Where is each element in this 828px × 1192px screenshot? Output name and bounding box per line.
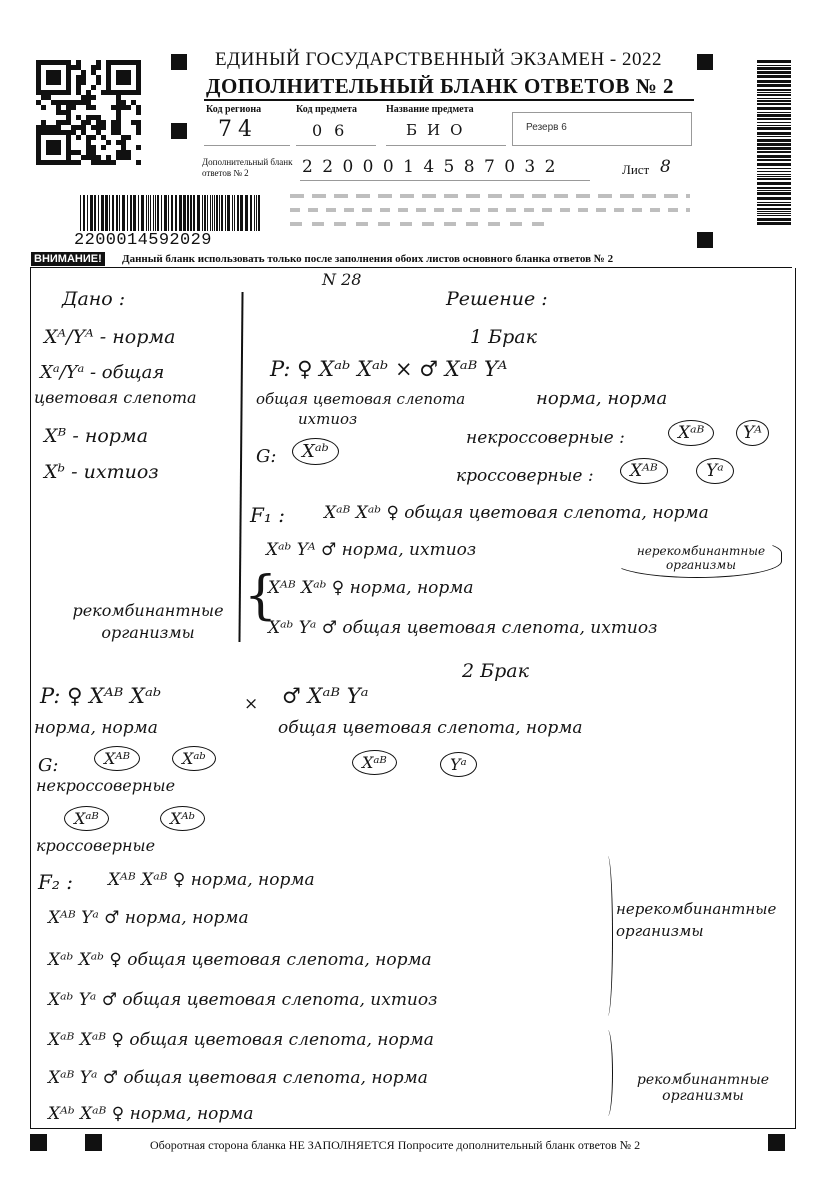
marriage1-crossover-label: кроссоверные : <box>456 466 594 486</box>
marriage1-gametes-label: G: <box>256 446 277 467</box>
gamete-circle: Xᴬᴮ <box>620 458 668 484</box>
f1-offspring: Xᵃᵇ Yᴬ ♂ норма, ихтиоз <box>266 540 477 560</box>
form-number-value: 2 2 0 0 0 1 4 5 8 7 0 3 2 <box>302 157 558 177</box>
registration-mark <box>697 232 713 248</box>
subject-code-value: 06 <box>312 121 357 140</box>
region-value: 74 <box>218 117 258 142</box>
registration-mark <box>171 54 187 70</box>
gamete-circle: Xᴬᵇ <box>160 806 205 831</box>
barcode-number: 2200014592029 <box>74 231 212 250</box>
gamete-circle: Xᵃᵇ <box>172 746 216 771</box>
f1-label: F₁ : <box>250 503 285 527</box>
given-line: Xᵇ - ихтиоз <box>44 461 159 483</box>
marriage1-female-phenotype: общая цветовая слепота <box>256 390 466 408</box>
f2-offspring: Xᵃᴮ Yᵃ ♂ общая цветовая слепота, норма <box>48 1068 428 1088</box>
marriage2-gametes-label: G: <box>38 755 59 776</box>
sheet-value: 8 <box>660 157 671 177</box>
gamete-circle: Yᵃ <box>696 458 734 484</box>
warning-text: Данный бланк использовать только после заполнения обоих листов основного бланка ответов № 2 <box>122 253 614 265</box>
form-title: ДОПОЛНИТЕЛЬНЫЙ БЛАНК ОТВЕТОВ № 2 <box>206 74 675 98</box>
f2-offspring: Xᴬᵇ Xᵃᴮ ♀ норма, норма <box>48 1104 254 1124</box>
reserve-field: Резерв 6 <box>526 122 567 133</box>
marriage2-female-phenotype: норма, норма <box>34 718 158 738</box>
participant-info-blurred <box>290 192 690 240</box>
registration-mark <box>768 1134 785 1151</box>
marriage2-parents-male: ♂ Xᵃᴮ Yᵃ <box>282 684 369 708</box>
f1-offspring: Xᴬᴮ Xᵃᵇ ♀ норма, норма <box>268 578 474 598</box>
gamete-circle: Yᵃ <box>440 752 477 777</box>
f1-offspring: Xᵃᴮ Xᵃᵇ ♀ общая цветовая слепота, норма <box>324 503 709 523</box>
title-underline <box>204 99 694 101</box>
marriage1-title: 1 Брак <box>470 326 537 348</box>
marriage2-cross-sign: × <box>244 694 259 714</box>
registration-mark <box>171 123 187 139</box>
subject-name-label: Название предмета <box>386 104 474 115</box>
qr-code <box>36 60 141 165</box>
warning-tag: ВНИМАНИЕ! <box>31 252 105 266</box>
f1-recombinant-label: рекомбинантные организмы <box>72 601 224 642</box>
task-number: N 28 <box>322 270 362 289</box>
given-title: Дано : <box>62 288 126 310</box>
f2-nonrecombinant-brace <box>600 856 613 1016</box>
f2-offspring: Xᴬᴮ Yᵃ ♂ норма, норма <box>48 908 249 928</box>
given-line: цветовая слепота <box>34 388 197 407</box>
subject-code-label: Код предмета <box>296 104 357 115</box>
f2-offspring: Xᵃᴮ Xᵃᴮ ♀ общая цветовая слепота, норма <box>48 1030 434 1050</box>
f1-nonrecombinant-label: нерекомбинантные организмы <box>636 544 766 572</box>
marriage2-noncrossover-label: некроссоверные <box>36 776 176 795</box>
f2-label: F₂ : <box>38 870 73 894</box>
gamete-circle: Yᴬ <box>736 420 769 446</box>
given-line: Xᴬ/Yᴬ - норма <box>44 326 176 348</box>
f1-offspring: Xᵃᵇ Yᵃ ♂ общая цветовая слепота, ихтиоз <box>268 618 658 638</box>
f2-offspring: Xᵃᵇ Xᵃᵇ ♀ общая цветовая слепота, норма <box>48 950 432 970</box>
marriage2-crossover-label: кроссоверные <box>36 836 156 855</box>
solution-title: Решение : <box>446 288 548 310</box>
f2-recombinant-brace <box>600 1030 613 1116</box>
marriage1-male-phenotype: норма, норма <box>536 388 668 409</box>
vertical-barcode <box>757 60 791 228</box>
f2-recombinant-label: рекомбинантные организмы <box>636 1072 770 1104</box>
gamete-circle: Xᵃᴮ <box>668 420 714 446</box>
given-line: Xᵃ/Yᵃ - общая <box>40 362 165 383</box>
gamete-circle: Xᵃᴮ <box>64 806 109 831</box>
marriage1-noncrossover-label: некроссоверные : <box>466 428 625 448</box>
gamete-circle: Xᵃᴮ <box>352 750 397 775</box>
marriage2-male-phenotype: общая цветовая слепота, норма <box>278 718 583 738</box>
form-number-label: Дополнительный бланк ответов № 2 <box>202 157 293 178</box>
marriage1-parents: P: ♀ Xᵃᵇ Xᵃᵇ × ♂ Xᵃᴮ Yᴬ <box>270 357 508 381</box>
sheet-label: Лист <box>622 162 650 177</box>
f1-brace: { <box>244 566 278 626</box>
gamete-circle: Xᵃᵇ <box>292 438 339 465</box>
marriage1-female-phenotype-2: ихтиоз <box>298 410 358 428</box>
barcode <box>80 195 262 231</box>
exam-title: ЕДИНЫЙ ГОСУДАРСТВЕННЫЙ ЭКЗАМЕН - 2022 <box>215 49 662 70</box>
f2-offspring: Xᵃᵇ Yᵃ ♂ общая цветовая слепота, ихтиоз <box>48 990 438 1010</box>
f2-offspring: Xᴬᴮ Xᵃᴮ ♀ норма, норма <box>108 870 315 890</box>
registration-mark <box>697 54 713 70</box>
registration-mark <box>30 1134 47 1151</box>
marriage2-title: 2 Брак <box>462 660 529 682</box>
footer-note: Оборотная сторона бланка НЕ ЗАПОЛНЯЕТСЯ Попросите дополнительный бланк ответов № 2 <box>150 1138 641 1152</box>
region-label: Код региона <box>206 104 262 115</box>
f2-nonrecombinant-label: нерекомбинантные организмы <box>616 900 777 940</box>
marriage2-parents-female: P: ♀ Xᴬᴮ Xᵃᵇ <box>40 684 162 708</box>
subject-name-value: БИО <box>406 121 473 139</box>
given-line: Xᴮ - норма <box>44 425 149 447</box>
registration-mark <box>85 1134 102 1151</box>
gamete-circle: Xᴬᴮ <box>94 746 140 771</box>
